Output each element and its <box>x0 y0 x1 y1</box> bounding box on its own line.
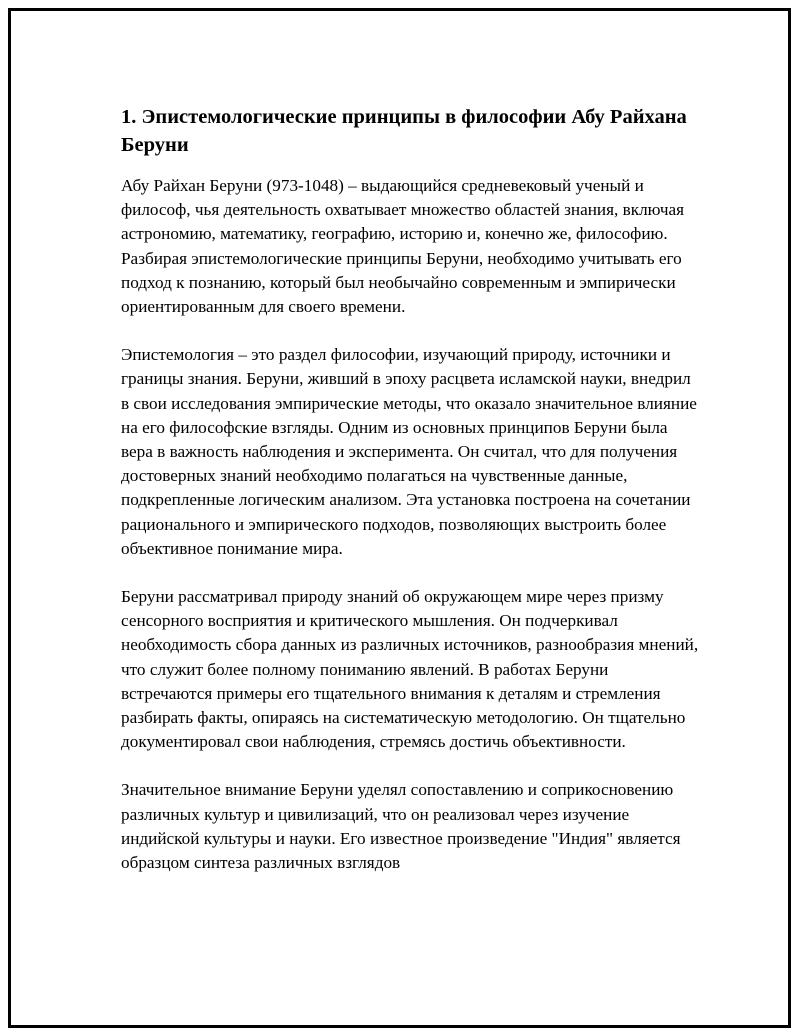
section-heading: 1. Эпистемологические принципы в философии Абу Райхана Беруни <box>121 106 687 156</box>
paragraph-3: Беруни рассматривал природу знаний об окружающем мире через призму сенсорного восприятия и критического мышления. Он подчеркивал необходимость сбора данных из различных источников, разнообразия мнений, что служит более полному пониманию явлений. В работах Беруни встречаются примеры его тщательного внимания к деталям и стремления разбирать факты, опираясь на систематическую методологию. Он тщательно документировал свои наблюдения, стремясь достичь объективности. <box>121 587 699 752</box>
page-frame <box>8 8 791 1028</box>
paragraph-4: Значительное внимание Беруни уделял сопоставлению и соприкосновению различных культур и цивилизаций, что он реализовал через изучение индийской культуры и науки. Его известное произведение "Индия" является образцом синтеза различных взглядов <box>121 780 681 873</box>
document-body <box>121 103 701 899</box>
paragraph-1: Абу Райхан Беруни (973-1048) – выдающийся средневековый ученый и философ, чья деятельность охватывает множество областей знания, включая астрономию, математику, географию, историю и, конечно же, философию. Разбирая эпистемологические принципы Беруни, необходимо учитывать его подход к познанию, который был необычайно современным и эмпирически ориентированным для своего времени. <box>121 176 685 317</box>
paragraph-2: Эпистемология – это раздел философии, изучающий природу, источники и границы знания. Беруни, живший в эпоху расцвета исламской науки, внедрил в свои исследования эмпирические методы, что оказало значительное влияние на его философские взгляды. Одним из основных принципов Беруни была вера в важность наблюдения и эксперимента. Он считал, что для получения достоверных знаний необходимо полагаться на чувственные данные, подкрепленные логическим анализом. Эта установка построена на сочетании рационального и эмпирического подходов, позволяющих выстроить более объективное понимание мира. <box>121 345 697 558</box>
